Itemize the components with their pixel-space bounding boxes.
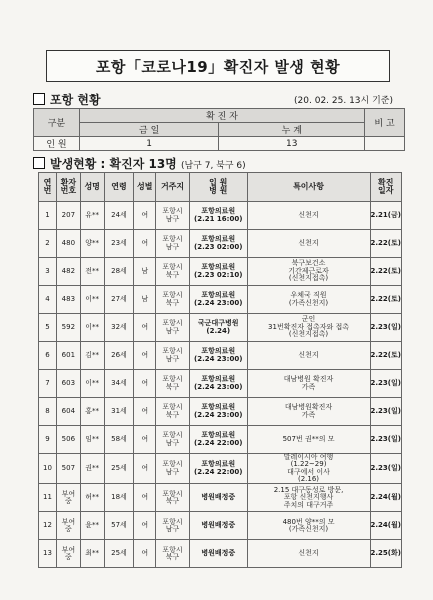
cell-hosp: 포항의료원 (2.24 22:00) — [189, 454, 247, 484]
table-row — [39, 342, 402, 370]
cell-pid: 부여 중 — [56, 484, 80, 512]
cell-pid: 592 — [56, 314, 80, 342]
cell-addr: 포항시 북구 — [156, 370, 190, 398]
cell-sex: 여 — [134, 202, 156, 230]
cell-sex: 여 — [134, 314, 156, 342]
cell-age: 28세 — [104, 258, 134, 286]
table-header-row — [39, 173, 402, 202]
cell-addr: 포항시 남구 — [156, 230, 190, 258]
cell-hosp: 병원배정중 — [189, 540, 247, 568]
cell-pid: 482 — [56, 258, 80, 286]
checkbox-square-icon — [33, 157, 45, 169]
section2-heading — [33, 155, 393, 173]
table-row — [39, 484, 402, 512]
cell-age: 58세 — [104, 426, 134, 454]
cell-date: 2.21(금) — [370, 202, 401, 230]
table-row — [39, 512, 402, 540]
cell-note: 480번 양**의 모 (가족신천지) — [247, 512, 370, 540]
cell-sex: 여 — [134, 454, 156, 484]
cell-no: 11 — [39, 484, 57, 512]
cell-note: 우체국 직원 (가족신천지) — [247, 286, 370, 314]
cell-pid: 603 — [56, 370, 80, 398]
cell-pid: 480 — [56, 230, 80, 258]
cell-hosp: 병원배정중 — [189, 484, 247, 512]
cell-sex: 여 — [134, 370, 156, 398]
cell-addr: 포항시 북구 — [156, 540, 190, 568]
cell-no: 4 — [39, 286, 57, 314]
cell-hosp: 포항의료원 (2.24 23:00) — [189, 370, 247, 398]
header-cell: 연 번 — [39, 173, 57, 202]
cell-hosp: 포항의료원 (2.23 02:00) — [189, 230, 247, 258]
cell-addr: 포항시 북구 — [156, 484, 190, 512]
cell-no: 2 — [39, 230, 57, 258]
cell-age: 25세 — [104, 454, 134, 484]
header-cell: 거주지 — [156, 173, 190, 202]
cell-sex: 남 — [134, 258, 156, 286]
section1-heading — [33, 91, 393, 107]
col-category: 구분 — [34, 109, 80, 137]
cell-date: 2.22(토) — [370, 342, 401, 370]
cell-name: 허** — [80, 484, 104, 512]
cell-note: 대남병원 확진자 가족 — [247, 370, 370, 398]
cell-date: 2.25(화) — [370, 540, 401, 568]
cell-date: 2.23(일) — [370, 454, 401, 484]
section1-title: 포항 현황 — [50, 93, 101, 107]
cell-name: 권** — [80, 454, 104, 484]
cell-note: 신천지 — [247, 540, 370, 568]
cell-date: 2.23(일) — [370, 398, 401, 426]
cell-no: 7 — [39, 370, 57, 398]
cell-date: 2.23(일) — [370, 314, 401, 342]
cell-addr: 포항시 남구 — [156, 314, 190, 342]
cell-hosp: 국군대구병원 (2.24) — [189, 314, 247, 342]
cell-sex: 여 — [134, 230, 156, 258]
cell-name: 홍** — [80, 398, 104, 426]
cell-name: 이** — [80, 286, 104, 314]
table-row — [39, 370, 402, 398]
cell-date: 2.24(월) — [370, 484, 401, 512]
table-row — [39, 230, 402, 258]
cell-age: 57세 — [104, 512, 134, 540]
cell-name: 임** — [80, 426, 104, 454]
cell-age: 27세 — [104, 286, 134, 314]
header-cell: 성명 — [80, 173, 104, 202]
header-cell: 입 원 병 원 — [189, 173, 247, 202]
cell-name: 최** — [80, 540, 104, 568]
cell-age: 32세 — [104, 314, 134, 342]
cell-note: 2.15 대구동성로 방문, 포항 신천지행사 주치의 대구거주 — [247, 484, 370, 512]
cell-date: 2.23(일) — [370, 370, 401, 398]
cell-hosp: 포항의료원 (2.23 02:10) — [189, 258, 247, 286]
cell-pid: 601 — [56, 342, 80, 370]
cell-no: 6 — [39, 342, 57, 370]
cell-sex: 여 — [134, 484, 156, 512]
cell-no: 9 — [39, 426, 57, 454]
cell-pid: 507 — [56, 454, 80, 484]
cell-sex: 여 — [134, 426, 156, 454]
col-today: 금 일 — [79, 123, 219, 137]
cell-addr: 포항시 북구 — [156, 286, 190, 314]
col-note: 비 고 — [365, 109, 405, 137]
cell-no: 10 — [39, 454, 57, 484]
cell-note: 대남병원확진자 가족 — [247, 398, 370, 426]
col-total: 누 계 — [219, 123, 365, 137]
cell-addr: 포항시 남구 — [156, 202, 190, 230]
cell-date: 2.23(일) — [370, 426, 401, 454]
cell-addr: 포항시 남구 — [156, 342, 190, 370]
cell-addr: 포항시 남구 — [156, 426, 190, 454]
cell-addr: 포항시 북구 — [156, 398, 190, 426]
cell-name: 양** — [80, 230, 104, 258]
table-row — [39, 258, 402, 286]
page-title: 포항「코로나19」확진자 발생 현황 — [46, 50, 390, 82]
note-value — [365, 137, 405, 151]
cell-pid: 483 — [56, 286, 80, 314]
cell-age: 18세 — [104, 484, 134, 512]
table-row — [39, 202, 402, 230]
cell-age: 34세 — [104, 370, 134, 398]
cell-age: 25세 — [104, 540, 134, 568]
table-row — [39, 454, 402, 484]
cell-note: 말레이시아 여행 (1.22~29) 대구에서 이사 (2.16) — [247, 454, 370, 484]
table-row — [39, 314, 402, 342]
today-value: 1 — [79, 137, 219, 151]
header-cell: 환자 번호 — [56, 173, 80, 202]
cell-no: 12 — [39, 512, 57, 540]
cell-date: 2.22(토) — [370, 230, 401, 258]
cell-hosp: 포항의료원 (2.24 23:00) — [189, 342, 247, 370]
cell-name: 이** — [80, 370, 104, 398]
header-cell: 성별 — [134, 173, 156, 202]
cell-pid: 부여 중 — [56, 512, 80, 540]
cell-pid: 부여 중 — [56, 540, 80, 568]
cell-note: 신천지 — [247, 342, 370, 370]
cell-date: 2.22(토) — [370, 286, 401, 314]
cell-date: 2.22(토) — [370, 258, 401, 286]
cell-note: 군인 31번확진자 접촉자와 접촉 (신천지접촉) — [247, 314, 370, 342]
cell-sex: 여 — [134, 342, 156, 370]
header-cell: 연령 — [104, 173, 134, 202]
section2-title: 발생현황 : 확진자 13명 — [50, 157, 177, 171]
cell-sex: 여 — [134, 398, 156, 426]
cell-note: 신천지 — [247, 202, 370, 230]
cell-hosp: 포항의료원 (2.24 23:00) — [189, 286, 247, 314]
checkbox-square-icon — [33, 93, 45, 105]
cell-hosp: 포항의료원 (2.21 16:00) — [189, 202, 247, 230]
table-row — [39, 286, 402, 314]
cell-no: 3 — [39, 258, 57, 286]
cell-age: 24세 — [104, 202, 134, 230]
table-row — [39, 540, 402, 568]
cases-table — [38, 172, 402, 568]
cell-addr: 포항시 북구 — [156, 258, 190, 286]
cell-name: 김** — [80, 342, 104, 370]
summary-table — [33, 108, 405, 151]
cell-name: 유** — [80, 202, 104, 230]
cell-hosp: 병원배정중 — [189, 512, 247, 540]
section1-date: (20. 02. 25. 13시 기준) — [294, 96, 393, 106]
table-row — [39, 398, 402, 426]
cell-no: 8 — [39, 398, 57, 426]
cell-note: 북구보건소 기간제근로자 (신천지접촉) — [247, 258, 370, 286]
cell-pid: 604 — [56, 398, 80, 426]
cell-pid: 506 — [56, 426, 80, 454]
cell-no: 1 — [39, 202, 57, 230]
cell-age: 31세 — [104, 398, 134, 426]
cell-note: 507번 권**의 모 — [247, 426, 370, 454]
header-cell: 특이사항 — [247, 173, 370, 202]
cell-sex: 여 — [134, 540, 156, 568]
cell-name: 이** — [80, 314, 104, 342]
cell-sex: 남 — [134, 286, 156, 314]
table-row — [39, 426, 402, 454]
cell-pid: 207 — [56, 202, 80, 230]
cell-no: 13 — [39, 540, 57, 568]
col-confirmed: 확 진 자 — [79, 109, 364, 123]
cell-age: 26세 — [104, 342, 134, 370]
section2-subtitle: (남구 7, 북구 6) — [180, 161, 246, 171]
header-cell: 확진 일자 — [370, 173, 401, 202]
cell-addr: 포항시 남구 — [156, 512, 190, 540]
cell-name: 전** — [80, 258, 104, 286]
row-label: 인 원 — [34, 137, 80, 151]
cell-date: 2.24(월) — [370, 512, 401, 540]
cell-sex: 여 — [134, 512, 156, 540]
cell-name: 윤** — [80, 512, 104, 540]
cell-no: 5 — [39, 314, 57, 342]
cell-hosp: 포항의료원 (2.24 23:00) — [189, 398, 247, 426]
cell-addr: 포항시 남구 — [156, 454, 190, 484]
total-value: 13 — [219, 137, 365, 151]
cell-note: 신천지 — [247, 230, 370, 258]
cell-hosp: 포항의료원 (2.24 22:00) — [189, 426, 247, 454]
cell-age: 23세 — [104, 230, 134, 258]
